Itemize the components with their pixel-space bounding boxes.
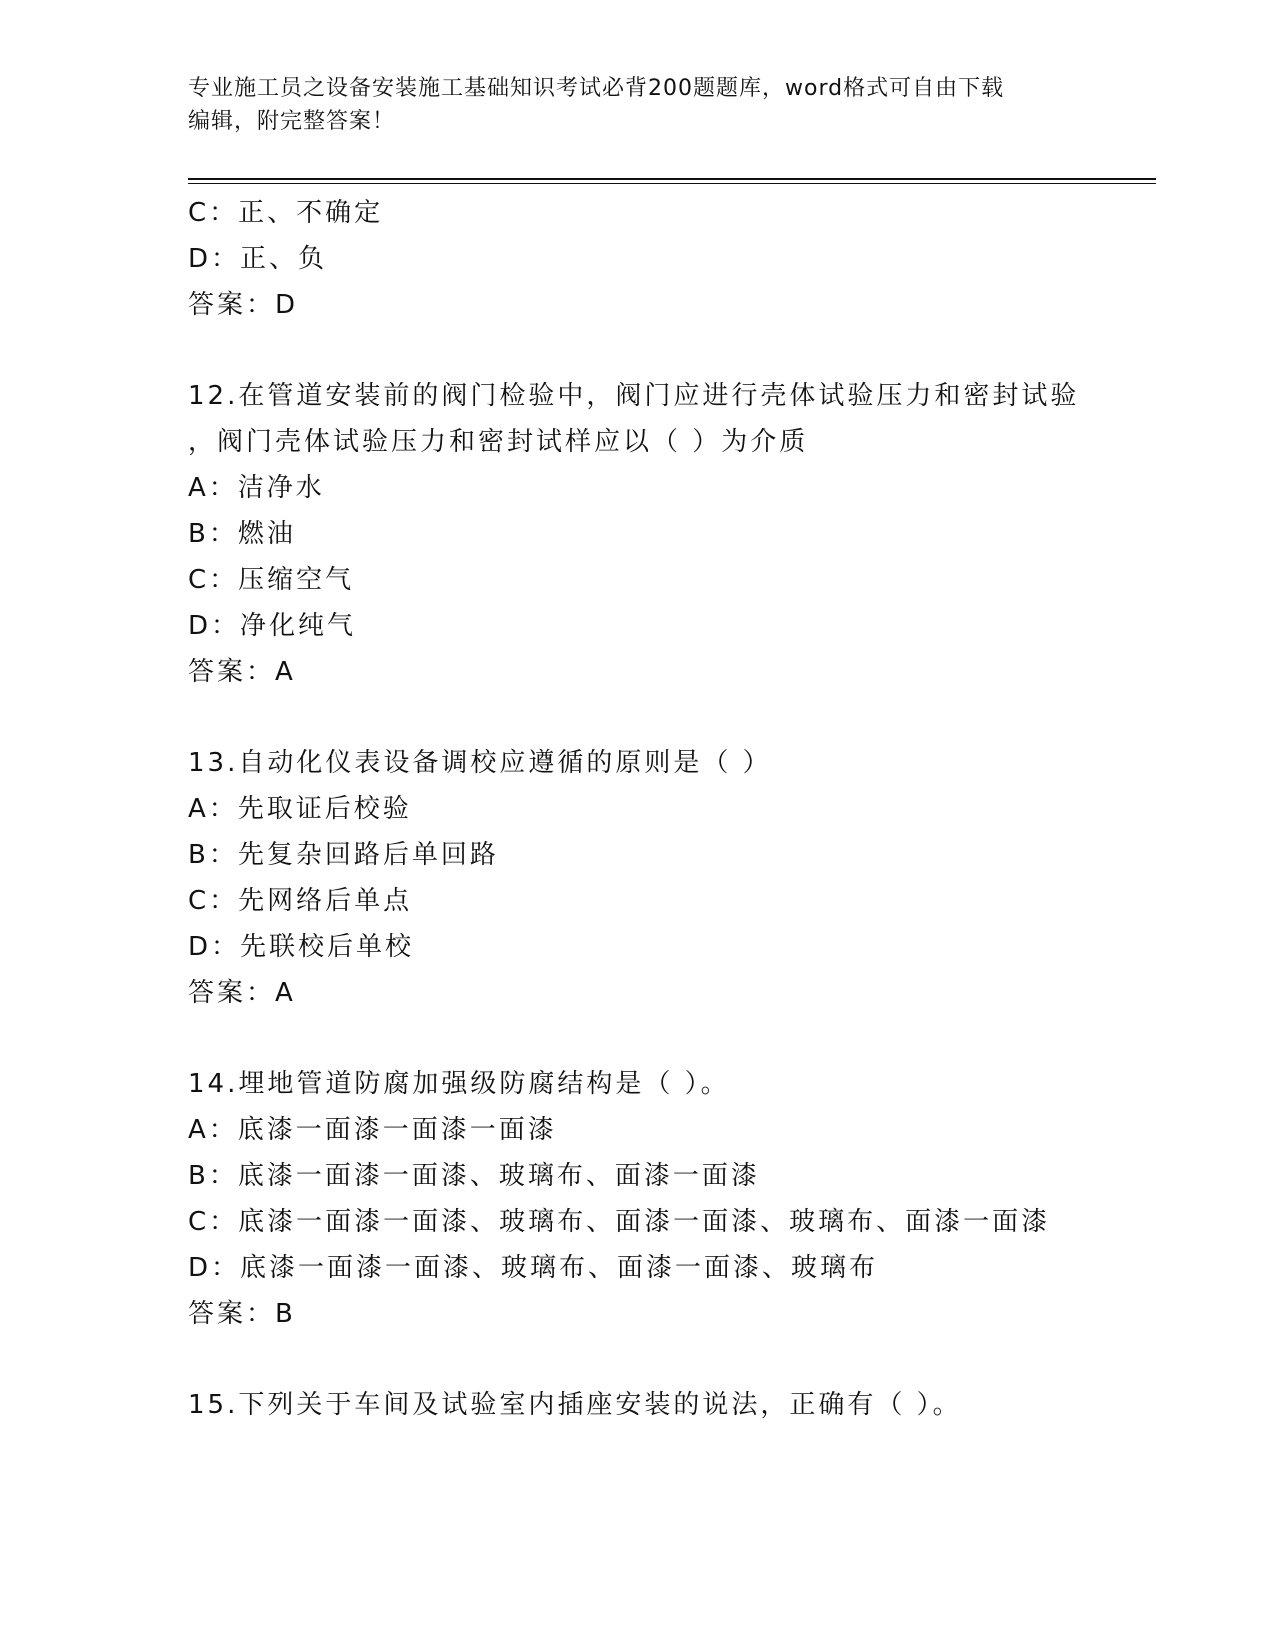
option-c: C：压缩空气 <box>188 565 355 595</box>
header-line-2: 编辑，附完整答案！ <box>188 109 396 134</box>
option-a: A：底漆一面漆一面漆一面漆 <box>188 1115 557 1145</box>
header-rule-thick <box>188 178 1156 180</box>
question-stem: 12.在管道安装前的阀门检验中，阀门应进行壳体试验压力和密封试验 <box>188 381 1080 411</box>
option-b: B：底漆一面漆一面漆、玻璃布、面漆一面漆 <box>188 1161 760 1191</box>
header-rule-thin <box>188 183 1156 184</box>
option-a: A：洁净水 <box>188 473 325 503</box>
option-b: B：先复杂回路后单回路 <box>188 840 499 870</box>
spacer <box>188 328 1158 373</box>
spacer <box>188 1016 1158 1061</box>
option-d: D：先联校后单校 <box>188 932 415 962</box>
question-stem: ，阀门壳体试验压力和密封试样应以（ ）为介质 <box>188 427 809 457</box>
option-c: C：正、不确定 <box>188 198 384 228</box>
question-content <box>188 190 1158 1428</box>
prev-question-block <box>188 190 1158 328</box>
question-stem: 15.下列关于车间及试验室内插座安装的说法，正确有（ ）。 <box>188 1390 962 1420</box>
answer-line: 答案：B <box>188 1299 296 1329</box>
header-line-1: 专业施工员之设备安装施工基础知识考试必背200题题库，word格式可自由下载 <box>188 76 1005 101</box>
answer-line: 答案：A <box>188 978 296 1008</box>
option-a: A：先取证后校验 <box>188 794 412 824</box>
option-c: C：先网络后单点 <box>188 886 413 916</box>
question-stem: 14.埋地管道防腐加强级防腐结构是（ ）。 <box>188 1069 730 1099</box>
question-14 <box>188 1061 1158 1337</box>
question-13 <box>188 740 1158 1016</box>
question-15 <box>188 1382 1158 1428</box>
question-stem: 13.自动化仪表设备调校应遵循的原则是（ ） <box>188 748 772 778</box>
spacer <box>188 695 1158 740</box>
option-d: D：净化纯气 <box>188 611 357 641</box>
answer-line: 答案：D <box>188 290 299 320</box>
option-c: C：底漆一面漆一面漆、玻璃布、面漆一面漆、玻璃布、面漆一面漆 <box>188 1207 1051 1237</box>
option-d: D：正、负 <box>188 244 328 274</box>
answer-line: 答案：A <box>188 657 296 687</box>
option-b: B：燃油 <box>188 519 296 549</box>
page-header <box>188 72 1068 138</box>
spacer <box>188 1337 1158 1382</box>
option-d: D：底漆一面漆一面漆、玻璃布、面漆一面漆、玻璃布 <box>188 1253 879 1283</box>
question-12 <box>188 373 1158 695</box>
